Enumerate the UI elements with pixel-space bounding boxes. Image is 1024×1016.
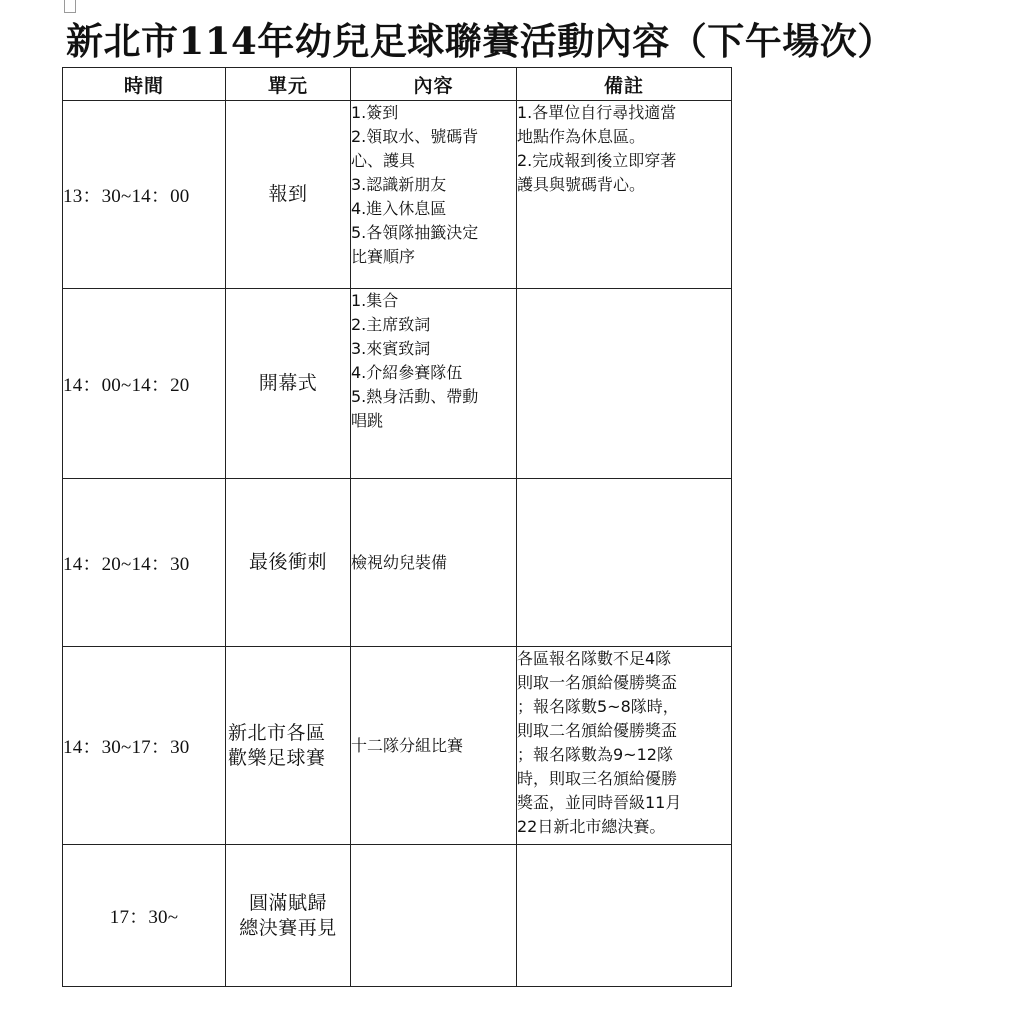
table-row-final-sprint <box>63 479 732 647</box>
content-cell <box>351 647 517 845</box>
notes-cell <box>517 101 732 289</box>
unit-cell <box>226 101 351 289</box>
unit-cell <box>226 479 351 647</box>
notes-line: 護具與號碼背心。 <box>517 175 646 194</box>
content-line: 比賽順序 <box>351 247 416 266</box>
content-line: 檢視幼兒裝備 <box>351 552 448 572</box>
table-row-match <box>63 647 732 845</box>
unit-line: 總決賽再見 <box>239 916 337 939</box>
content-line: 3.來賓致詞 <box>351 339 431 358</box>
table-row-opening <box>63 289 732 479</box>
content-line: 1.集合 <box>351 291 399 310</box>
notes-line: 時，則取三名頒給優勝 <box>517 769 678 788</box>
content-line: 4.介紹參賽隊伍 <box>351 363 463 382</box>
notes-line: 各區報名隊數不足4隊 <box>517 649 672 668</box>
content-line: 5.各領隊抽籤決定 <box>351 223 479 242</box>
time-cell: 13：30~14：00 <box>63 101 226 289</box>
notes-line: 22日新北市總決賽。 <box>517 817 666 836</box>
header-row <box>63 68 732 101</box>
content-line: 十二隊分組比賽 <box>351 735 464 755</box>
notes-cell <box>517 479 732 647</box>
content-line: 2.主席致詞 <box>351 315 431 334</box>
notes-line: ；報名隊數5~8隊時， <box>517 697 679 716</box>
unit-cell <box>226 647 351 845</box>
notes-cell <box>517 289 732 479</box>
notes-line: 則取二名頒給優勝獎盃 <box>517 721 678 740</box>
notes-line: 1.各單位自行尋找適當 <box>517 103 677 122</box>
page-corner-mark <box>64 0 76 13</box>
unit-line: 最後衝刺 <box>248 551 327 573</box>
time-cell: 14：00~14：20 <box>63 289 226 479</box>
notes-line: 獎盃，並同時晉級11月 <box>517 793 682 812</box>
header-content: 內容 <box>351 68 517 101</box>
page-title: 新北市114年幼兒足球聯賽活動內容（下午場次） <box>66 19 895 63</box>
notes-line: 地點作為休息區。 <box>517 127 646 146</box>
content-cell <box>351 101 517 289</box>
content-line: 心、護具 <box>351 151 416 170</box>
content-line: 唱跳 <box>351 411 384 430</box>
unit-cell <box>226 289 351 479</box>
content-line: 2.領取水、號碼背 <box>351 127 479 146</box>
header-notes: 備註 <box>517 68 732 101</box>
notes-line: ；報名隊數為9~12隊 <box>517 745 673 764</box>
notes-cell <box>517 647 732 845</box>
table-row-farewell <box>63 845 732 987</box>
content-line: 5.熱身活動、帶動 <box>351 387 479 406</box>
notes-line: 2.完成報到後立即穿著 <box>517 151 677 170</box>
content-cell <box>351 289 517 479</box>
content-line: 3.認識新朋友 <box>351 175 447 194</box>
content-cell <box>351 479 517 647</box>
header-time: 時間 <box>63 68 226 101</box>
unit-line: 歡樂足球賽 <box>228 746 326 769</box>
content-line: 1.簽到 <box>351 103 399 122</box>
unit-line: 新北市各區 <box>228 721 326 744</box>
schedule-table <box>62 67 732 987</box>
notes-cell <box>517 845 732 987</box>
time-cell: 14：30~17：30 <box>63 647 226 845</box>
unit-line: 報到 <box>268 183 308 205</box>
unit-line: 圓滿賦歸 <box>248 891 327 914</box>
content-line: 4.進入休息區 <box>351 199 447 218</box>
content-cell <box>351 845 517 987</box>
table-row-checkin <box>63 101 732 289</box>
time-cell: 14：20~14：30 <box>63 479 226 647</box>
time-cell: 17：30~ <box>63 845 226 987</box>
unit-line: 開幕式 <box>258 372 318 394</box>
unit-cell <box>226 845 351 987</box>
notes-line: 則取一名頒給優勝獎盃 <box>517 673 678 692</box>
header-unit: 單元 <box>226 68 351 101</box>
